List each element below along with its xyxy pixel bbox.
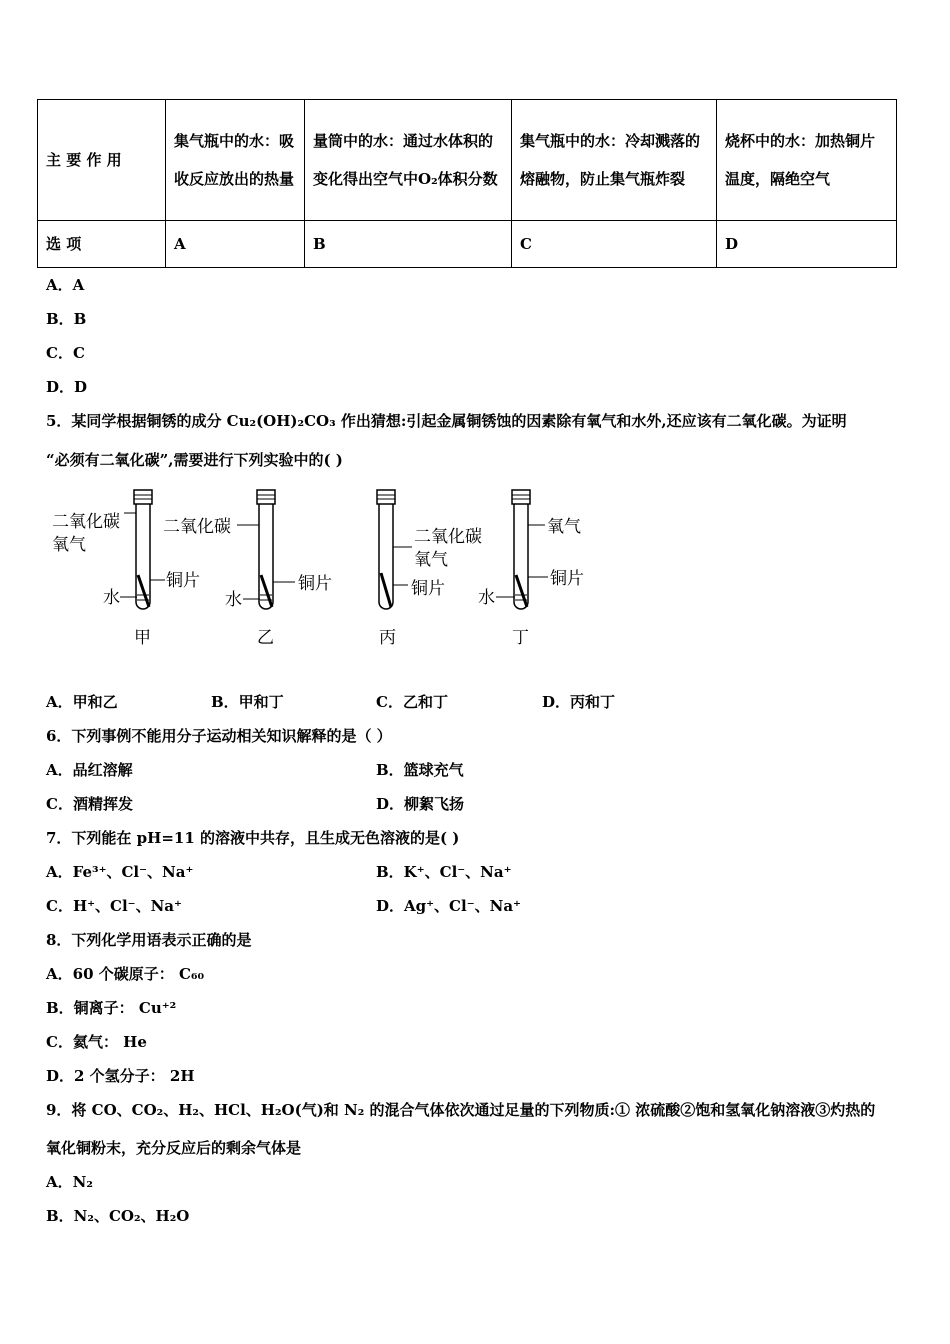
- table-header-cell: 主 要 作 用: [38, 100, 166, 221]
- q5-stem-line2: “必须有二氧化碳”,需要进行下列实验中的( ): [46, 451, 343, 469]
- q4-option-a: A．A: [46, 276, 85, 294]
- tube3-gas1-label: 二氧化碳: [414, 527, 482, 547]
- q8-option-c: C．氦气： He: [46, 1033, 147, 1051]
- table-cell-c: C: [512, 221, 717, 268]
- q7-stem: 7．下列能在 pH=11 的溶液中共存，且生成无色溶液的是( ): [46, 829, 460, 847]
- q9-stem-line2: 氧化铜粉末，充分反应后的剩余气体是: [46, 1139, 302, 1157]
- test-tube-bing: [377, 490, 482, 648]
- test-tube-figure: [0, 485, 620, 655]
- q8-stem: 8．下列化学用语表示正确的是: [46, 931, 252, 949]
- tube1-gas2-label: 氧气: [52, 535, 86, 555]
- q6-stem: 6．下列事例不能用分子运动相关知识解释的是（ ）: [46, 727, 392, 745]
- table-cell-b: B: [305, 221, 512, 268]
- tube1-gas1-label: 二氧化碳: [52, 512, 120, 532]
- tube4-copper-label: 铜片: [550, 569, 584, 589]
- test-tube-ding: [478, 490, 584, 648]
- q8-option-a: A．60 个碳原子： C₆₀: [46, 965, 205, 983]
- tube4-water-label: 水: [478, 588, 495, 608]
- q4-option-c: C．C: [46, 344, 85, 362]
- q6-option-b: B．篮球充气: [376, 761, 464, 779]
- q5-stem-line1: 5．某同学根据铜锈的成分 Cu₂(OH)₂CO₃ 作出猜想:引起金属铜锈蚀的因素除有氧气和水外,还应该有二氧化碳。为证明: [46, 412, 847, 430]
- tube4-label: 丁: [512, 628, 529, 648]
- q4-option-d: D．D: [46, 378, 88, 396]
- tube2-label: 乙: [257, 628, 274, 648]
- tube2-copper-label: 铜片: [298, 574, 332, 594]
- table-row: [38, 221, 897, 268]
- tube3-gas2-label: 氧气: [414, 550, 448, 570]
- table-cell-d: D: [717, 221, 897, 268]
- q9-option-a: A．N₂: [46, 1173, 93, 1191]
- table-cell-a: A: [166, 221, 305, 268]
- tube3-label: 丙: [379, 628, 396, 648]
- q7-option-c: C．H⁺、Cl⁻、Na⁺: [46, 897, 182, 915]
- tube1-water-label: 水: [103, 588, 120, 608]
- tube2-gas1-label: 二氧化碳: [163, 517, 231, 537]
- test-tube-yi: [163, 490, 332, 648]
- q6-option-c: C．酒精挥发: [46, 795, 133, 813]
- table-cell-c: 集气瓶中的水：冷却溅落的熔融物，防止集气瓶炸裂: [512, 100, 717, 221]
- table-header-cell: 选 项: [38, 221, 166, 268]
- table-cell-a: 集气瓶中的水：吸收反应放出的热量: [166, 100, 305, 221]
- q9-option-b: B．N₂、CO₂、H₂O: [46, 1207, 190, 1225]
- q7-option-b: B．K⁺、Cl⁻、Na⁺: [376, 863, 512, 881]
- q8-option-d: D．2 个氢分子： 2H: [46, 1067, 195, 1085]
- q7-option-a: A．Fe³⁺、Cl⁻、Na⁺: [46, 863, 194, 881]
- tube2-water-label: 水: [225, 590, 242, 610]
- q6-option-d: D．柳絮飞扬: [376, 795, 465, 813]
- table-row: [38, 100, 897, 221]
- q6-option-a: A．品红溶解: [46, 761, 133, 779]
- q9-stem-line1: 9．将 CO、CO₂、H₂、HCl、H₂O(气)和 N₂ 的混合气体依次通过足量的下列物质:① 浓硫酸②饱和氢氧化钠溶液③灼热的: [46, 1101, 876, 1119]
- q7-option-d: D．Ag⁺、Cl⁻、Na⁺: [376, 897, 521, 915]
- q5-option-a: A．甲和乙: [46, 693, 118, 711]
- table-cell-b: 量筒中的水：通过水体积的变化得出空气中O₂体积分数: [305, 100, 512, 221]
- options-table: [37, 99, 897, 268]
- q5-option-c: C．乙和丁: [376, 693, 448, 711]
- q5-option-d: D．丙和丁: [542, 693, 616, 711]
- table-cell-d: 烧杯中的水：加热铜片温度，隔绝空气: [717, 100, 897, 221]
- tube3-copper-label: 铜片: [411, 579, 445, 599]
- tube4-gas1-label: 氧气: [547, 517, 581, 537]
- q4-option-b: B．B: [46, 310, 87, 328]
- test-tube-jia: [52, 490, 200, 648]
- q5-option-b: B．甲和丁: [211, 693, 284, 711]
- q8-option-b: B．铜离子： Cu⁺²: [46, 999, 177, 1017]
- tube1-copper-label: 铜片: [166, 571, 200, 591]
- tube1-label: 甲: [134, 628, 151, 648]
